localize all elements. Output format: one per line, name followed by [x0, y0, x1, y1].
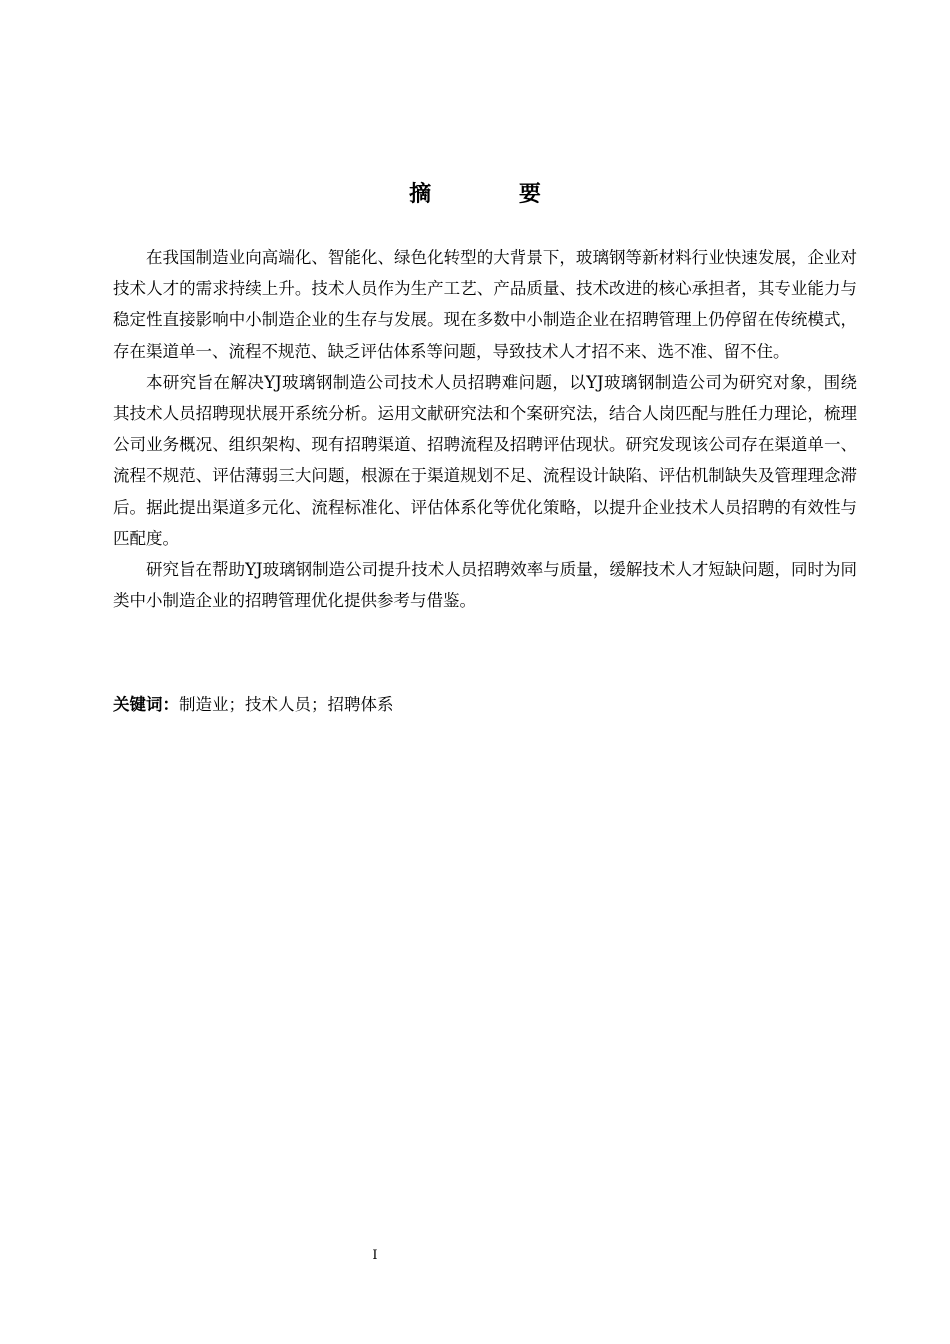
abstract-paragraph-1: 在我国制造业向高端化、智能化、绿色化转型的大背景下，玻璃钢等新材料行业快速发展，企业对技术人才的需求持续上升。技术人员作为生产工艺、产品质量、技术改进的核心承担者，其专业能力与稳定性直接影响中小制造企业的生存与发展。现在多数中小制造企业在招聘管理上仍停留在传统模式，存在渠道单一、流程不规范、缺乏评估体系等问题，导致技术人才招不来、选不准、留不住。 [113, 248, 857, 361]
keywords-label: 关键词： [113, 695, 179, 714]
abstract-paragraph-2: 本研究旨在解决YJ玻璃钢制造公司技术人员招聘难问题，以YJ玻璃钢制造公司为研究对象，围绕其技术人员招聘现状展开系统分析。运用文献研究法和个案研究法，结合人岗匹配与胜任力理论，梳理公司业务概况、组织架构、现有招聘渠道、招聘流程及招聘评估现状。研究发现该公司存在渠道单一、流程不规范、评估薄弱三大问题，根源在于渠道规划不足、流程设计缺陷、评估机制缺失及管理理念滞后。据此提出渠道多元化、流程标准化、评估体系化等优化策略，以提升企业技术人员招聘的有效性与匹配度。 [113, 372, 857, 548]
abstract-body [113, 242, 857, 616]
keywords-line [113, 689, 857, 720]
keywords-text: 制造业；技术人员；招聘体系 [179, 695, 394, 714]
abstract-paragraph-3: 研究旨在帮助YJ玻璃钢制造公司提升技术人员招聘效率与质量，缓解技术人才短缺问题，同时为同类中小制造企业的招聘管理优化提供参考与借鉴。 [113, 560, 857, 611]
page-number: I [372, 1248, 378, 1263]
abstract-title: 摘 要 [409, 182, 581, 207]
